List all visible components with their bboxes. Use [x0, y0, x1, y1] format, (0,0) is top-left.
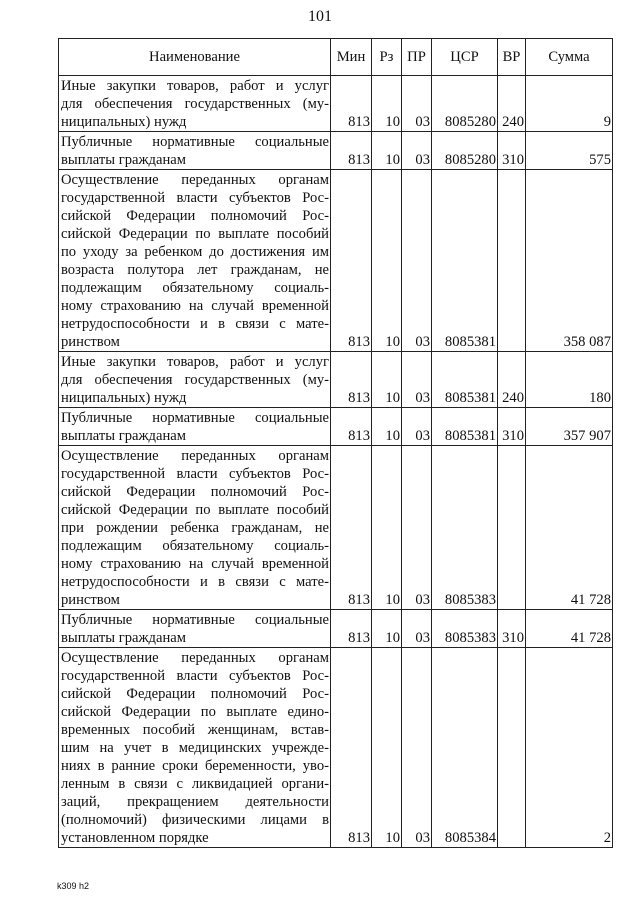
row-name-line: государственной власти субъектов Рос-	[61, 190, 329, 206]
row-rz-cell: 10	[372, 610, 402, 648]
row-name-line: ленным в связи с ликвидацией органи-	[61, 776, 329, 792]
row-csr-cell: 8085381	[432, 170, 498, 352]
row-name-line: подлежащим обязательному социаль-	[61, 280, 329, 296]
row-name-line: временных пособий женщинам, встав-	[61, 722, 329, 738]
row-name-line: ниципальных) нужд	[61, 114, 187, 130]
row-min-cell: 813	[331, 352, 372, 408]
row-min-cell: 813	[331, 648, 372, 848]
header-pr: ПР	[402, 39, 432, 76]
header-rz: Рз	[372, 39, 402, 76]
row-pr-cell: 03	[402, 352, 432, 408]
row-sum-cell: 358 087	[526, 170, 613, 352]
row-name-line: сийской Федерации по выплате едино-	[61, 704, 329, 720]
row-name-line: выплаты гражданам	[61, 630, 186, 646]
row-pr-cell: 03	[402, 408, 432, 446]
row-name-line: заций, прекращением деятельности	[61, 794, 329, 810]
row-name-line: Осуществление переданных органам	[61, 448, 329, 464]
footer-code: k309 h2	[57, 881, 90, 891]
row-name-line: сийской Федерации полномочий Рос-	[61, 686, 329, 702]
table-row	[59, 76, 613, 132]
row-pr-cell: 03	[402, 648, 432, 848]
row-vr-cell	[498, 446, 526, 610]
table-row	[59, 132, 613, 170]
row-sum-cell: 41 728	[526, 446, 613, 610]
row-rz-cell: 10	[372, 132, 402, 170]
row-name-line: сийской Федерации по выплате пособий	[61, 226, 329, 242]
row-name-cell	[59, 170, 331, 352]
table-row	[59, 446, 613, 610]
row-name-cell	[59, 408, 331, 446]
table-header-row	[59, 39, 613, 76]
row-name-line: Иные закупки товаров, работ и услуг	[61, 78, 329, 94]
row-pr-cell: 03	[402, 76, 432, 132]
row-pr-cell: 03	[402, 170, 432, 352]
row-vr-cell: 240	[498, 352, 526, 408]
row-name-cell	[59, 76, 331, 132]
row-name-line: по уходу за ребенком до достижения им	[61, 244, 329, 260]
row-pr-cell: 03	[402, 132, 432, 170]
row-csr-cell: 8085384	[432, 648, 498, 848]
row-name-line: государственной власти субъектов Рос-	[61, 466, 329, 482]
row-name-line: Публичные нормативные социальные	[61, 612, 329, 628]
row-name-cell	[59, 352, 331, 408]
row-vr-cell	[498, 170, 526, 352]
row-vr-cell: 240	[498, 76, 526, 132]
header-vr: ВР	[498, 39, 526, 76]
row-name-cell	[59, 648, 331, 848]
row-vr-cell: 310	[498, 610, 526, 648]
table-row	[59, 648, 613, 848]
row-name-line: Публичные нормативные социальные	[61, 410, 329, 426]
row-min-cell: 813	[331, 446, 372, 610]
row-min-cell: 813	[331, 76, 372, 132]
row-sum-cell: 575	[526, 132, 613, 170]
row-name-line: ниях в ранние сроки беременности, уво-	[61, 758, 329, 774]
row-name-line: Осуществление переданных органам	[61, 650, 329, 666]
row-csr-cell: 8085381	[432, 352, 498, 408]
row-min-cell: 813	[331, 170, 372, 352]
row-name-line: ринством	[61, 334, 120, 350]
row-sum-cell: 2	[526, 648, 613, 848]
header-sum: Сумма	[526, 39, 613, 76]
header-csr: ЦСР	[432, 39, 498, 76]
row-sum-cell: 180	[526, 352, 613, 408]
row-pr-cell: 03	[402, 446, 432, 610]
row-name-cell	[59, 132, 331, 170]
row-name-line: сийской Федерации полномочий Рос-	[61, 208, 329, 224]
table-row	[59, 610, 613, 648]
row-name-line: Иные закупки товаров, работ и услуг	[61, 354, 329, 370]
row-csr-cell: 8085381	[432, 408, 498, 446]
row-sum-cell: 9	[526, 76, 613, 132]
page-number: 101	[308, 8, 332, 25]
row-name-line: ному страхованию на случай временной	[61, 556, 329, 572]
row-name-line: (полномочий) физическими лицами в	[61, 812, 329, 828]
row-csr-cell: 8085280	[432, 76, 498, 132]
row-vr-cell: 310	[498, 132, 526, 170]
table-row	[59, 352, 613, 408]
row-name-line: нетрудоспособности и в связи с мате-	[61, 316, 329, 332]
row-name-line: подлежащим обязательному социаль-	[61, 538, 329, 554]
row-name-line: нетрудоспособности и в связи с мате-	[61, 574, 329, 590]
budget-table	[58, 38, 613, 848]
table-row	[59, 170, 613, 352]
row-name-line: для обеспечения государственных (му-	[61, 96, 329, 112]
row-name-line: шим на учет в медицинских учрежде-	[61, 740, 329, 756]
row-min-cell: 813	[331, 132, 372, 170]
row-sum-cell: 357 907	[526, 408, 613, 446]
row-sum-cell: 41 728	[526, 610, 613, 648]
row-name-line: государственной власти субъектов Рос-	[61, 668, 329, 684]
row-name-line: возраста полутора лет гражданам, не	[61, 262, 329, 278]
row-rz-cell: 10	[372, 352, 402, 408]
table-body	[59, 76, 613, 848]
row-name-cell	[59, 610, 331, 648]
header-min: Мин	[331, 39, 372, 76]
row-min-cell: 813	[331, 610, 372, 648]
row-rz-cell: 10	[372, 76, 402, 132]
row-csr-cell: 8085280	[432, 132, 498, 170]
row-name-line: ному страхованию на случай временной	[61, 298, 329, 314]
row-name-line: при рождении ребенка гражданам, не	[61, 520, 329, 536]
row-name-line: сийской Федерации полномочий Рос-	[61, 484, 329, 500]
row-name-line: выплаты гражданам	[61, 428, 186, 444]
row-name-line: Осуществление переданных органам	[61, 172, 329, 188]
row-vr-cell	[498, 648, 526, 848]
row-rz-cell: 10	[372, 648, 402, 848]
row-csr-cell: 8085383	[432, 446, 498, 610]
row-vr-cell: 310	[498, 408, 526, 446]
row-min-cell: 813	[331, 408, 372, 446]
row-rz-cell: 10	[372, 408, 402, 446]
row-name-line: установленном порядке	[61, 830, 209, 846]
row-name-line: для обеспечения государственных (му-	[61, 372, 329, 388]
row-name-cell	[59, 446, 331, 610]
table-row	[59, 408, 613, 446]
row-name-line: Публичные нормативные социальные	[61, 134, 329, 150]
row-name-line: сийской Федерации по выплате пособий	[61, 502, 329, 518]
row-pr-cell: 03	[402, 610, 432, 648]
row-name-line: выплаты гражданам	[61, 152, 186, 168]
row-csr-cell: 8085383	[432, 610, 498, 648]
row-rz-cell: 10	[372, 446, 402, 610]
row-name-line: ниципальных) нужд	[61, 390, 187, 406]
header-name: Наименование	[59, 39, 331, 76]
row-rz-cell: 10	[372, 170, 402, 352]
row-name-line: ринством	[61, 592, 120, 608]
